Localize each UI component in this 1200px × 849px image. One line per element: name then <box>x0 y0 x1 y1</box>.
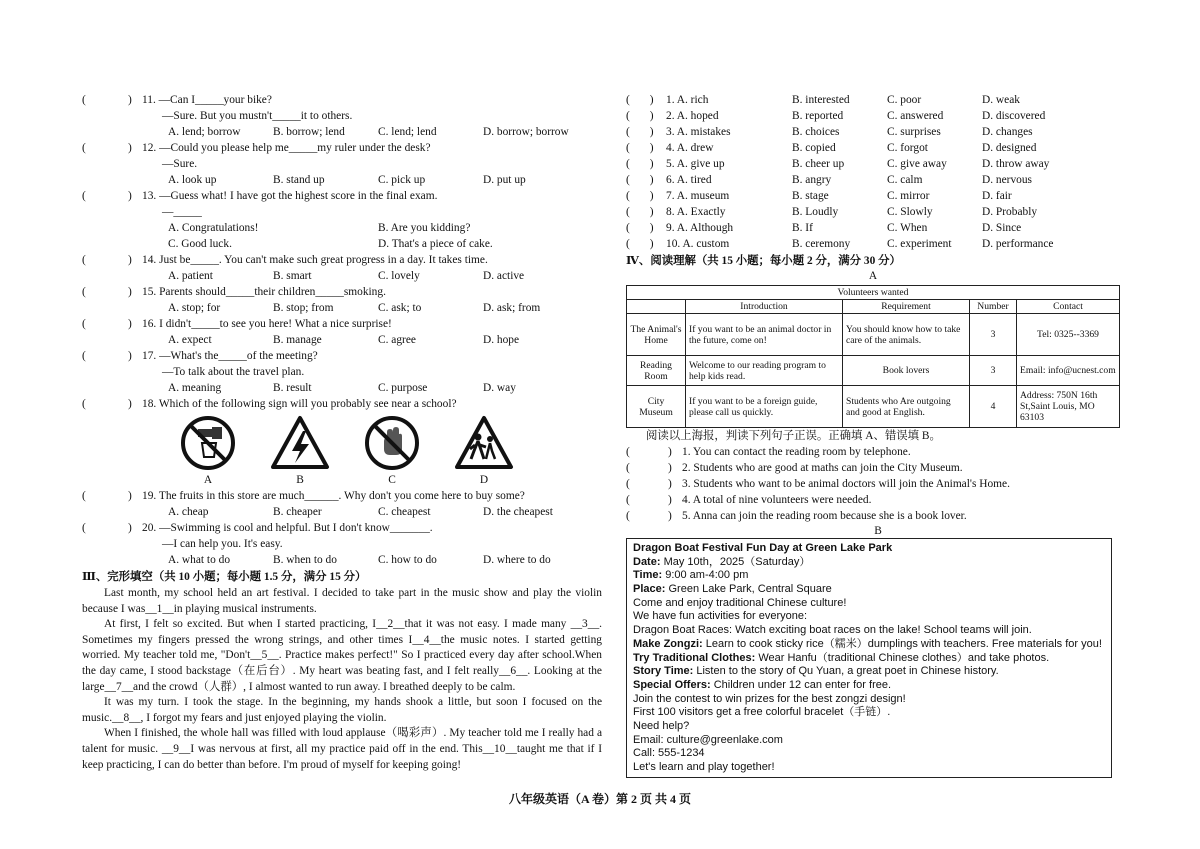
poster-phone: Call: 555-1234 <box>633 747 705 760</box>
question-text: 11. —Can I_____your bike? <box>142 94 272 106</box>
electric-hazard-sign-icon[interactable] <box>254 415 346 471</box>
option-a[interactable]: A. Congratulations! <box>168 222 259 234</box>
question-14 <box>82 252 602 268</box>
cloze-option-row: ( ) 7. A. museum B. stage C. mirror D. fair <box>626 190 1012 202</box>
option-b[interactable]: B. stop; from <box>273 302 334 314</box>
table-header: Number <box>970 300 1017 314</box>
table-header: Introduction <box>686 300 843 314</box>
options <box>82 552 602 568</box>
option-a[interactable]: A. stop; for <box>168 302 221 314</box>
cloze-option-row: ( ) 1. A. rich B. interested C. poor D. weak <box>626 94 1020 106</box>
options <box>82 220 602 236</box>
option-b[interactable]: B. Are you kidding? <box>378 222 471 234</box>
question-17 <box>82 348 602 364</box>
sign-labels <box>82 472 602 488</box>
no-touching-sign-icon[interactable] <box>346 415 438 471</box>
table-row: City Museum If you want to be a foreign guide, please call us quickly. Students who Are outgoing and good at English. 4 Address: 750N 16th St,Saint Louis, MO 63103 <box>627 386 1120 428</box>
part-a-instruction: 阅读以上海报，判读下列句子正误。正确填 A、错误填 B。 <box>646 430 941 442</box>
question-reply: —_____ <box>162 206 202 218</box>
left-column <box>82 92 602 773</box>
options <box>82 124 602 140</box>
cloze-option-row: ( ) 6. A. tired B. angry C. calm D. nervous <box>626 174 1032 186</box>
option-d[interactable]: D. That's a piece of cake. <box>378 238 493 250</box>
option-a[interactable]: A. patient <box>168 270 213 282</box>
poster-title: Dragon Boat Festival Fun Day at Green Lake Park <box>633 542 893 554</box>
answer-paren[interactable]: ( ) <box>626 494 672 506</box>
options <box>82 504 602 520</box>
answer-paren[interactable]: ( ) <box>82 398 132 410</box>
options <box>82 300 602 316</box>
option-c[interactable]: C. lend; lend <box>378 126 437 138</box>
cloze-options-list <box>626 92 1120 252</box>
answer-paren[interactable]: ( ) <box>626 206 654 218</box>
sign-label-a: A <box>203 474 213 486</box>
question-text: 12. —Could you please help me_____my ruler under the desk? <box>142 142 431 154</box>
tf-statement: ( ) 2. Students who are good at maths can join the City Museum. <box>626 462 963 474</box>
right-column <box>626 92 1120 778</box>
table-row: The Animal's Home If you want to be an animal doctor in the future, come on! You should know how to take care of the animals. 3 Tel: 0325--3369 <box>627 314 1120 356</box>
table-header-empty <box>627 300 686 314</box>
festival-poster: Dragon Boat Festival Fun Day at Green Lake Park Date: May 10th，2025（Saturday） Time: 9:00 am-4:00 pm Place: Green Lake Park, Central Square Come and enjoy traditional Chinese culture! We have fun activities for everyone: Dragon Boat Races: Watch exciting boat races on the lake! School teams will join. Make Zongzi: Learn to cook sticky rice（糯米）dumplings with teachers. Free materials for you! Try Traditional Clothes: Wear Hanfu（traditional Chinese clothes）and take photos. Story Time: Listen to the story of Qu Yuan, a great poet in Chinese history. Special Offers: Children under 12 can enter for free. Join the contest to win prizes for the best zongzi design! First 100 visitors get a free colorful bracelet（手链）. Need help? Email: culture@greenlake.com Call: 555-1234 Let's learn and play together! <box>626 538 1112 778</box>
page-footer: 八年级英语（A 卷）第 2 页 共 4 页 <box>508 792 691 806</box>
school-children-crossing-sign-icon[interactable] <box>438 415 530 471</box>
answer-paren[interactable]: ( ) <box>82 94 132 106</box>
option-b[interactable]: B. result <box>273 382 312 394</box>
section-3-heading: Ⅲ、完形填空（共 10 小题；每小题 1.5 分，满分 15 分） <box>82 571 367 583</box>
options <box>82 380 602 396</box>
question-text: 18. Which of the following sign will you probably see near a school? <box>142 398 457 410</box>
question-19 <box>82 488 602 504</box>
answer-paren[interactable]: ( ) <box>626 126 654 138</box>
cloze-option-row: ( ) 5. A. give up B. cheer up C. give away D. throw away <box>626 158 1050 170</box>
answer-paren[interactable]: ( ) <box>626 94 654 106</box>
answer-paren[interactable]: ( ) <box>626 510 672 522</box>
question-reply: —Sure. <box>162 158 198 170</box>
true-false-list <box>626 444 1120 524</box>
question-20 <box>82 520 602 536</box>
table-title: Volunteers wanted <box>627 286 1120 300</box>
table-row: Reading Room Welcome to our reading program to help kids read. Book lovers 3 Email: info@ucnest.com <box>627 356 1120 386</box>
poster-place: Green Lake Park, Central Square <box>668 583 832 596</box>
option-d[interactable]: D. way <box>483 382 516 394</box>
option-c[interactable]: C. how to do <box>378 554 437 566</box>
sign-images <box>82 414 602 472</box>
option-c[interactable]: C. cheapest <box>378 506 431 518</box>
cloze-option-row: ( ) 9. A. Although B. If C. When D. Since <box>626 222 1022 234</box>
part-b-label: B <box>874 525 882 537</box>
answer-paren[interactable]: ( ) <box>626 174 654 186</box>
option-d[interactable]: D. active <box>483 270 525 282</box>
answer-paren[interactable]: ( ) <box>82 142 132 154</box>
poster-date: May 10th，2025（Saturday） <box>663 555 811 568</box>
answer-paren[interactable]: ( ) <box>82 350 132 362</box>
answer-paren[interactable]: ( ) <box>626 462 672 474</box>
question-reply: —To talk about the travel plan. <box>162 366 305 378</box>
question-12 <box>82 140 602 156</box>
options <box>82 236 602 252</box>
question-text: 14. Just be_____. You can't make such great progress in a day. It takes time. <box>142 254 488 266</box>
option-d[interactable]: D. where to do <box>483 554 551 566</box>
table-header: Requirement <box>843 300 970 314</box>
answer-paren[interactable]: ( ) <box>82 190 132 202</box>
answer-paren[interactable]: ( ) <box>82 286 132 298</box>
question-text: 20. —Swimming is cool and helpful. But I don't know_______. <box>142 522 433 534</box>
table-header: Contact <box>1017 300 1120 314</box>
answer-paren[interactable]: ( ) <box>626 478 672 490</box>
volunteers-table <box>626 285 1120 428</box>
no-trash-sign-icon[interactable] <box>162 415 254 471</box>
section-4-heading: Ⅳ、阅读理解（共 15 小题；每小题 2 分，满分 30 分） <box>626 255 901 267</box>
option-a[interactable]: A. look up <box>168 174 217 186</box>
cloze-option-row: ( ) 2. A. hoped B. reported C. answered D. discovered <box>626 110 1046 122</box>
question-18 <box>82 396 602 412</box>
option-a[interactable]: A. what to do <box>168 554 231 566</box>
answer-paren[interactable]: ( ) <box>626 222 654 234</box>
option-c[interactable]: C. Good luck. <box>168 238 232 250</box>
answer-paren[interactable]: ( ) <box>82 318 132 330</box>
option-c[interactable]: C. lovely <box>378 270 420 282</box>
option-a[interactable]: A. meaning <box>168 382 222 394</box>
cloze-option-row: ( ) 10. A. custom B. ceremony C. experiment D. performance <box>626 238 1054 250</box>
answer-paren[interactable]: ( ) <box>82 254 132 266</box>
tf-statement: ( ) 1. You can contact the reading room by telephone. <box>626 446 911 458</box>
poster-time: 9:00 am-4:00 pm <box>665 569 749 582</box>
question-11 <box>82 92 602 108</box>
answer-paren[interactable]: ( ) <box>626 190 654 202</box>
option-d[interactable]: D. borrow; borrow <box>483 126 569 138</box>
cloze-option-row: ( ) 3. A. mistakes B. choices C. surprises D. changes <box>626 126 1033 138</box>
tf-statement: ( ) 4. A total of nine volunteers were needed. <box>626 494 872 506</box>
option-b[interactable]: B. when to do <box>273 554 337 566</box>
answer-paren[interactable]: ( ) <box>626 110 654 122</box>
question-13 <box>82 188 602 204</box>
option-a[interactable]: A. expect <box>168 334 212 346</box>
question-16 <box>82 316 602 332</box>
option-b[interactable]: B. borrow; lend <box>273 126 345 138</box>
question-text: 17. —What's the_____of the meeting? <box>142 350 318 362</box>
option-d[interactable]: D. hope <box>483 334 520 346</box>
options <box>82 268 602 284</box>
option-a[interactable]: A. lend; borrow <box>168 126 241 138</box>
cloze-paragraph-1: Last month, my school held an art festival. I decided to take part in the music show and play the violin because I was__1__in playing musical instruments. <box>82 587 602 615</box>
cloze-paragraph-2: At first, I felt so excited. But when I started practicing, I__2__that it was not easy. I made many __3__. Sometimes my fingers pressed the wrong strings, and other times I__4__the music notes. I started getting worried. My teacher told me, "Don't__5__. Practice makes perfect!" So I practiced every day after school.When the day came, I stood backstage（在后台）. My heart was beating fast, and I felt really__6__. Looking at the large__7__and the crowd（人群）, I almost wanted to run away. I breathed deeply to be calm. <box>82 618 602 693</box>
question-text: 13. —Guess what! I have got the highest score in the final exam. <box>142 190 438 202</box>
option-d[interactable]: D. ask; from <box>483 302 541 314</box>
option-c[interactable]: C. agree <box>378 334 416 346</box>
question-text: 16. I didn't_____to see you here! What a nice surprise! <box>142 318 392 330</box>
answer-paren[interactable]: ( ) <box>626 158 654 170</box>
tf-statement: ( ) 5. Anna can join the reading room because she is a book lover. <box>626 510 967 522</box>
option-b[interactable]: B. manage <box>273 334 322 346</box>
option-c[interactable]: C. ask; to <box>378 302 422 314</box>
option-d[interactable]: D. put up <box>483 174 526 186</box>
sign-label-d: D <box>479 474 489 486</box>
sign-label-b: B <box>296 474 304 486</box>
cloze-option-row: ( ) 4. A. drew B. copied C. forgot D. designed <box>626 142 1037 154</box>
question-text: 15. Parents should_____their children_____smoking. <box>142 286 386 298</box>
options <box>82 172 602 188</box>
option-c[interactable]: C. pick up <box>378 174 426 186</box>
answer-paren[interactable]: ( ) <box>626 142 654 154</box>
answer-paren[interactable]: ( ) <box>626 238 654 250</box>
question-reply: —I can help you. It's easy. <box>162 538 283 550</box>
option-c[interactable]: C. purpose <box>378 382 428 394</box>
question-reply: —Sure. But you mustn't_____it to others. <box>162 110 353 122</box>
question-15 <box>82 284 602 300</box>
answer-paren[interactable]: ( ) <box>626 446 672 458</box>
options <box>82 332 602 348</box>
sign-label-c: C <box>388 474 396 486</box>
poster-email: Email: culture@greenlake.com <box>633 733 783 746</box>
cloze-option-row: ( ) 8. A. Exactly B. Loudly C. Slowly D. Probably <box>626 206 1038 218</box>
tf-statement: ( ) 3. Students who want to be animal doctors will join the Animal's Home. <box>626 478 1010 490</box>
option-d[interactable]: D. the cheapest <box>483 506 553 518</box>
cloze-paragraph-4: When I finished, the whole hall was filled with loud applause（喝彩声）. My teacher told me I really had a talent for music. __9__I was nervous at first, all my practice paid off in the end. This__10__taught me that if I keep practicing, I can do better than before. I'm proud of myself for keeping going! <box>82 727 602 771</box>
option-b[interactable]: B. stand up <box>273 174 325 186</box>
answer-paren[interactable]: ( ) <box>82 490 132 502</box>
option-b[interactable]: B. smart <box>273 270 312 282</box>
answer-paren[interactable]: ( ) <box>82 522 132 534</box>
option-a[interactable]: A. cheap <box>168 506 209 518</box>
question-text: 19. The fruits in this store are much______. Why don't you come here to buy some? <box>142 490 525 502</box>
part-a-label: A <box>868 270 878 282</box>
option-b[interactable]: B. cheaper <box>273 506 322 518</box>
cloze-paragraph-3: It was my turn. I took the stage. In the beginning, my hands shook a little, but soon I focused on the music.__8__, I forgot my fears and just enjoyed playing the violin. <box>82 696 602 724</box>
